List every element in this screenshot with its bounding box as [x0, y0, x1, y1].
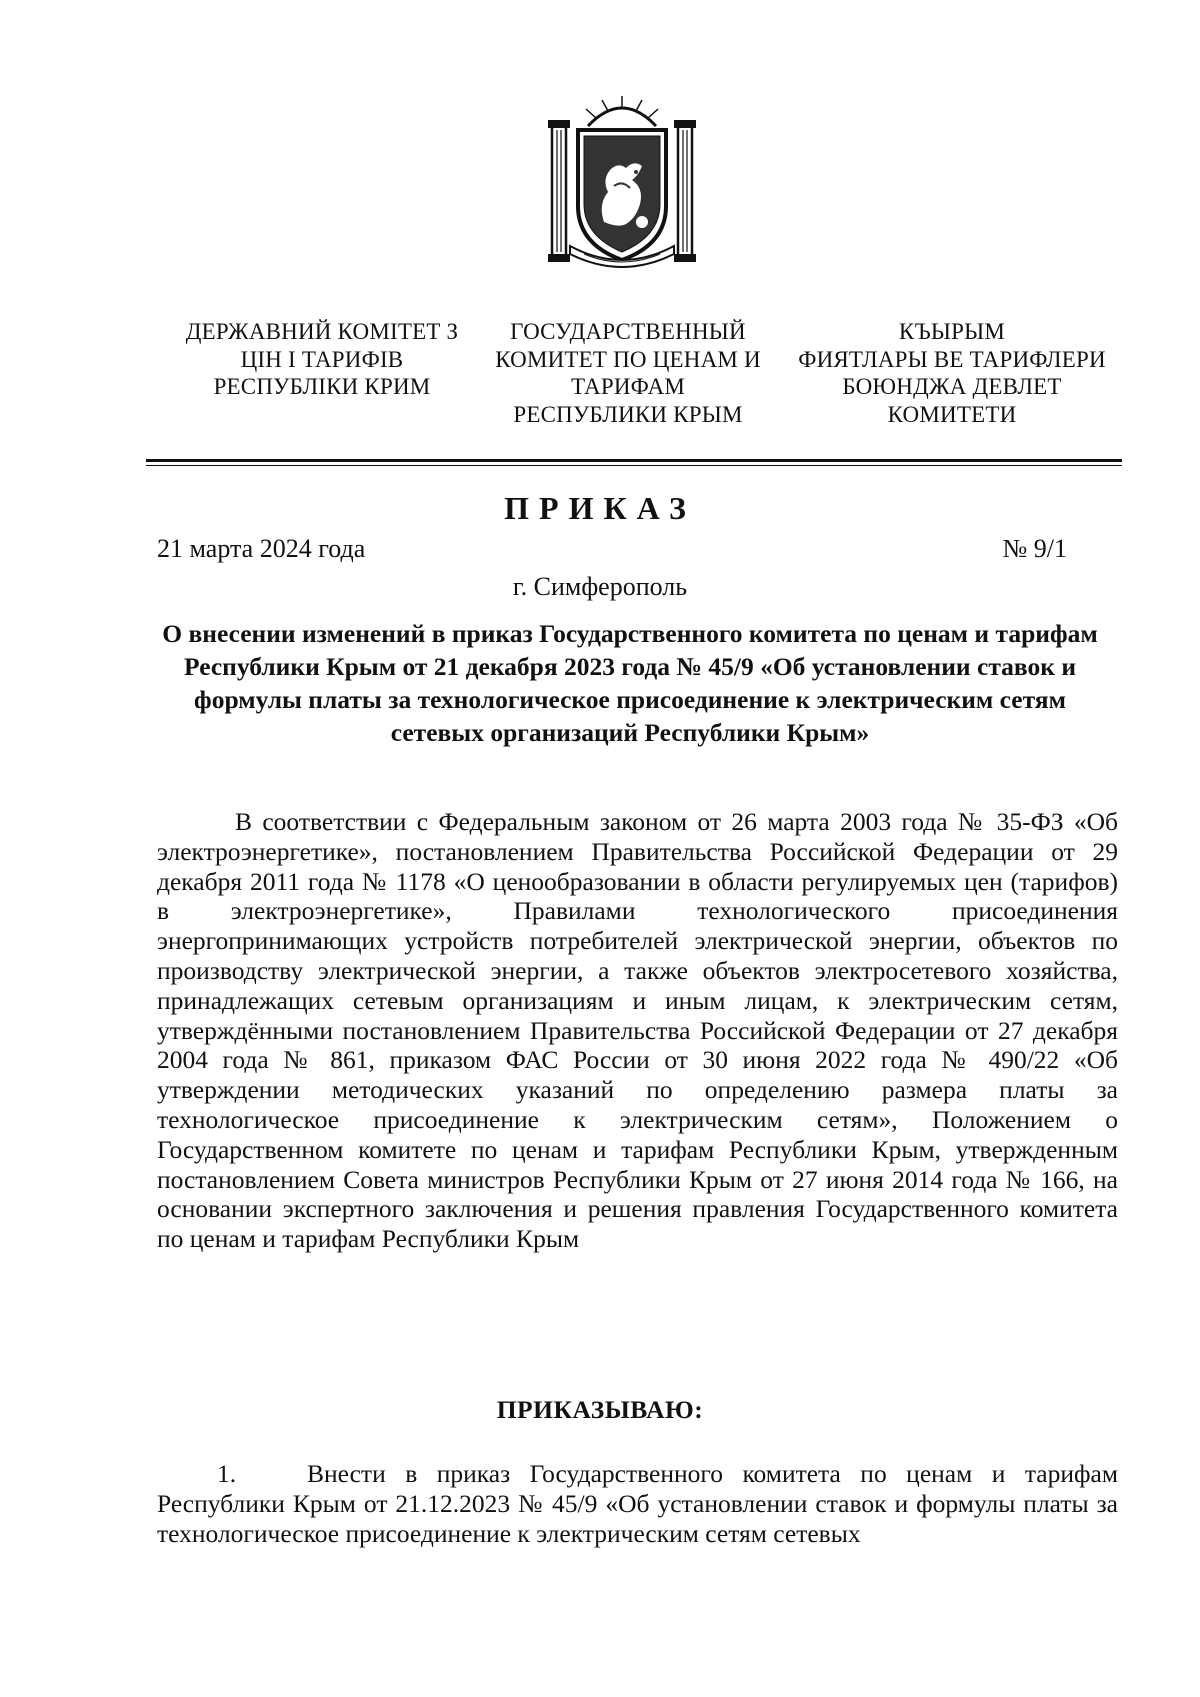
- order-item: [157, 1459, 1118, 1548]
- header-divider: [146, 459, 1122, 462]
- order-item-text: Внести в приказ Государственного комитета по ценам и тарифам Республики Крым от 21.12.2023 № 45/9 «Об установлении ставок и формулы платы за технологическое присоединение к электрическим сетям сетевых: [157, 1459, 1118, 1548]
- header-divider-thin: [146, 465, 1122, 466]
- crimea-coat-of-arms-icon: [548, 96, 696, 268]
- document-city: г. Симферополь: [512, 572, 688, 601]
- committee-name-russian: ГОСУДАРСТВЕННЫЙ КОМИТЕТ ПО ЦЕНАМ И ТАРИФАМ РЕСПУБЛИКИ КРЫМ: [495, 319, 761, 427]
- order-item-number: 1.: [217, 1459, 237, 1488]
- document-number: № 9/1: [1002, 534, 1067, 563]
- preamble-paragraph: В соответствии с Федеральным законом от 26 марта 2003 года № 35-ФЗ «Об электроэнергетике», постановлением Правительства Российской Федерации от 29 декабря 2011 года № 1178 «О ценообразовании в области регулируемых цен (тарифов) в электроэнергетике», Правилами технологического присоединения энергопринимающих устройств потребителей электрической энергии, объектов по производству электрической энергии, а также объектов электросетевого хозяйства, принадлежащих сетевым организациям и иным лицам, к электрическим сетям, утверждёнными постановлением Правительства Российской Федерации от 27 декабря 2004 года № 861, приказом ФАС России от 30 июня 2022 года № 490/22 «Об утверждении методических указаний по определению размера платы за технологическое присоединение к электрическим сетям», Положением о Государственном комитете по ценам и тарифам Республики Крым, утвержденным постановлением Совета министров Республики Крым от 27 июня 2014 года № 166, на основании экспертного заключения и решения правления Государственного комитета по ценам и тарифам Республики Крым: [157, 807, 1118, 1254]
- document-heading: О внесении изменений в приказ Государственного комитета по ценам и тарифам Республики Крым от 21 декабря 2023 года № 45/9 «Об установлении ставок и формулы платы за технологическое присоединение к электрическим сетям сетевых организаций Республики Крым»: [162, 619, 1098, 747]
- document-type-title: ПРИКАЗ: [504, 490, 696, 526]
- order-word: ПРИКАЗЫВАЮ:: [496, 1395, 704, 1424]
- committee-name-ukrainian: ДЕРЖАВНИЙ КОМІТЕТ З ЦІН І ТАРИФІВ РЕСПУБЛІКИ КРИМ: [185, 319, 459, 399]
- document-date: 21 марта 2024 года: [157, 534, 366, 563]
- committee-name-crimean-tatar: КЪЫРЫМ ФИЯТЛАРЫ ВЕ ТАРИФЛЕРИ БОЮНДЖА ДЕВЛЕТ КОМИТЕТИ: [798, 319, 1106, 427]
